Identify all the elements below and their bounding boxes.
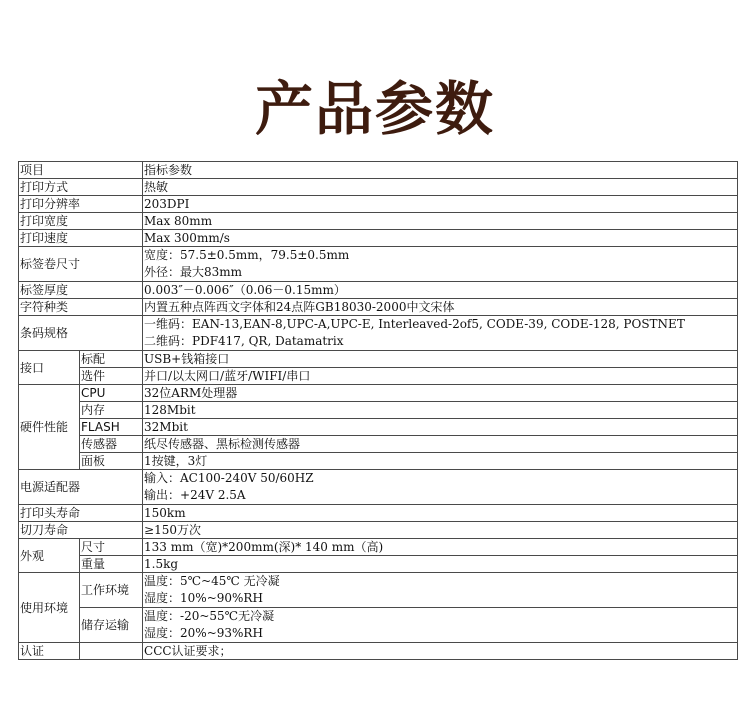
row-label: 切刀寿命 (19, 522, 143, 539)
row-value: 32Mbit (143, 419, 738, 436)
table-row (19, 162, 738, 179)
value-line: 二维码：PDF417, QR, Datamatrix (144, 334, 344, 348)
row-value: 32位ARM处理器 (143, 385, 738, 402)
row-label: 打印头寿命 (19, 505, 143, 522)
row-value (143, 470, 738, 505)
row-label: 标签厚度 (19, 282, 143, 299)
value-line: 温度：-20~55℃无冷凝 (144, 609, 275, 623)
value-line: 输出：+24V 2.5A (144, 488, 246, 502)
row-value: Max 300mm/s (143, 230, 738, 247)
sub-label: 工作环境 (80, 573, 143, 608)
row-label: 电源适配器 (19, 470, 143, 505)
row-label: 打印宽度 (19, 213, 143, 230)
row-label: 打印速度 (19, 230, 143, 247)
row-value: Max 80mm (143, 213, 738, 230)
row-value: USB+钱箱接口 (143, 351, 738, 368)
page-title: 产品参数 (254, 75, 495, 143)
table-row (19, 282, 738, 299)
table-row (19, 299, 738, 316)
row-value: 0.003″－0.006″（0.06－0.15mm） (143, 282, 738, 299)
row-value: 并口/以太网口/蓝牙/WIFI/串口 (143, 368, 738, 385)
row-label: 字符种类 (19, 299, 143, 316)
value-line: 一维码：EAN-13,EAN-8,UPC-A,UPC-E, Interleaved-2of5, CODE-39, CODE-128, POSTNET (144, 317, 685, 331)
row-label: 标签卷尺寸 (19, 247, 143, 282)
row-value: 1按键，3灯 (143, 453, 738, 470)
row-value: 1.5kg (143, 556, 738, 573)
table-row (19, 351, 738, 368)
sub-label: 储存运输 (80, 608, 143, 643)
row-value: CCC认证要求； (143, 643, 738, 660)
row-value: 内置五种点阵西文字体和24点阵GB18030-2000中文宋体 (143, 299, 738, 316)
row-value: 纸尽传感器、黑标检测传感器 (143, 436, 738, 453)
row-value: 热敏 (143, 179, 738, 196)
row-value: 150km (143, 505, 738, 522)
sub-label: 重量 (80, 556, 143, 573)
row-value (143, 608, 738, 643)
table-row (19, 402, 738, 419)
table-row (19, 419, 738, 436)
value-line: 温度：5℃~45℃ 无冷凝 (144, 574, 280, 588)
table-row (19, 368, 738, 385)
table-row (19, 196, 738, 213)
row-label: 硬件性能 (19, 385, 80, 470)
row-label: 认证 (19, 643, 80, 660)
row-label: 打印方式 (19, 179, 143, 196)
value-line: 湿度：10%~90%RH (144, 591, 263, 605)
row-label: 接口 (19, 351, 80, 385)
sub-label: 选件 (80, 368, 143, 385)
sub-label: 尺寸 (80, 539, 143, 556)
value-line: 宽度：57.5±0.5mm，79.5±0.5mm (144, 248, 350, 262)
table-row (19, 505, 738, 522)
table-row (19, 213, 738, 230)
value-line: 输入：AC100-240V 50/60HZ (144, 471, 314, 485)
table-row (19, 556, 738, 573)
table-row (19, 247, 738, 282)
sub-label: 传感器 (80, 436, 143, 453)
table-row (19, 230, 738, 247)
row-value (143, 247, 738, 282)
row-value: ≥150万次 (143, 522, 738, 539)
row-value: 128Mbit (143, 402, 738, 419)
sub-label: FLASH (80, 419, 143, 436)
table-row (19, 539, 738, 556)
table-row (19, 470, 738, 505)
row-label: 外观 (19, 539, 80, 573)
table-row (19, 316, 738, 351)
table-row (19, 436, 738, 453)
sub-label: 标配 (80, 351, 143, 368)
row-value: 133 mm（宽)*200mm(深)* 140 mm（高) (143, 539, 738, 556)
sub-label: 面板 (80, 453, 143, 470)
table-row (19, 608, 738, 643)
row-value: 指标参数 (143, 162, 738, 179)
table-row (19, 522, 738, 539)
spec-table (18, 161, 738, 660)
table-row (19, 573, 738, 608)
value-line: 湿度：20%~93%RH (144, 626, 263, 640)
table-row (19, 453, 738, 470)
sub-label-empty (80, 643, 143, 660)
row-label: 使用环境 (19, 573, 80, 643)
value-line: 外径：最大83mm (144, 265, 243, 279)
row-label: 项目 (19, 162, 143, 179)
table-row (19, 179, 738, 196)
row-value (143, 573, 738, 608)
row-label: 打印分辨率 (19, 196, 143, 213)
row-value: 203DPI (143, 196, 738, 213)
table-row (19, 643, 738, 660)
table-row (19, 385, 738, 402)
row-label: 条码规格 (19, 316, 143, 351)
sub-label: CPU (80, 385, 143, 402)
row-value (143, 316, 738, 351)
sub-label: 内存 (80, 402, 143, 419)
